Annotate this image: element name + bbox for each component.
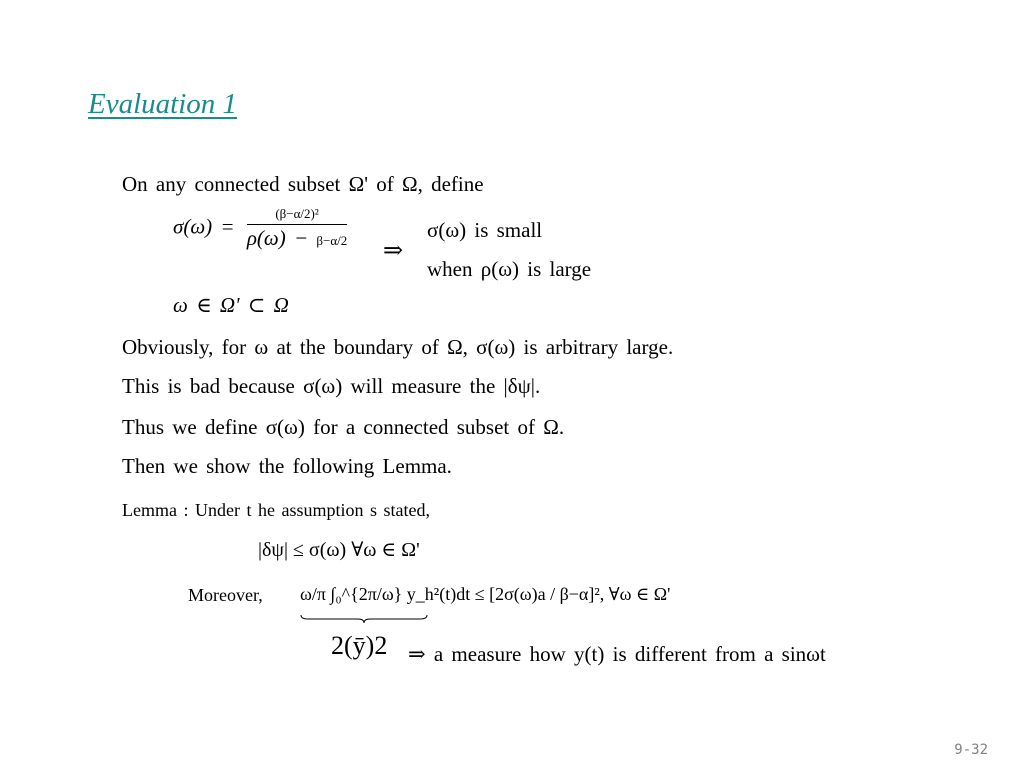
moreover-label: Moreover, xyxy=(188,585,263,605)
implies-arrow: ⇒ xyxy=(383,238,404,264)
bad-statement: This is bad because σ(ω) will measure the |δψ|. xyxy=(122,374,541,398)
boundary-statement: Obviously, for ω at the boundary of Ω, σ(ω) is arbitrary large. xyxy=(122,335,674,359)
fraction-denominator xyxy=(247,225,347,251)
lemma-statement: Lemma : Under t he assumption s stated, xyxy=(122,500,430,520)
sigma-fraction xyxy=(247,206,347,251)
lemma-inequality: |δψ| ≤ σ(ω) ∀ω ∈ Ω' xyxy=(258,539,420,561)
sigma-definition xyxy=(173,206,347,251)
fraction-numerator: (β−α/2)² xyxy=(247,206,347,225)
define-statement: Thus we define σ(ω) for a connected subset of Ω. xyxy=(122,415,565,439)
membership-formula: ω ∈ Ω' ⊂ Ω xyxy=(173,293,289,317)
page-number: 9-32 xyxy=(954,742,988,758)
lemma-intro: Then we show the following Lemma. xyxy=(122,454,452,478)
definition-intro: On any connected subset Ω' of Ω, define xyxy=(122,172,484,196)
integral-inequality: ω/π ∫₀^{2π/ω} y_h²(t)dt ≤ [2σ(ω)a / β−α]², ∀ω ∈ Ω' xyxy=(300,584,671,604)
underbrace-label: 2(ȳ)2 xyxy=(331,631,388,660)
lemma-conclusion: ⇒ a measure how y(t) is different from a sinωt xyxy=(408,642,826,666)
fraction-denominator-left: ρ(ω) − xyxy=(246,226,309,250)
underbrace-icon xyxy=(300,614,428,624)
result-large: when ρ(ω) is large xyxy=(427,257,592,281)
fraction-denominator-right: β−α/2 xyxy=(316,233,348,248)
slide-title: Evaluation 1 xyxy=(88,88,238,120)
sigma-lhs: σ(ω) = xyxy=(173,214,235,239)
result-small: σ(ω) is small xyxy=(427,218,543,242)
